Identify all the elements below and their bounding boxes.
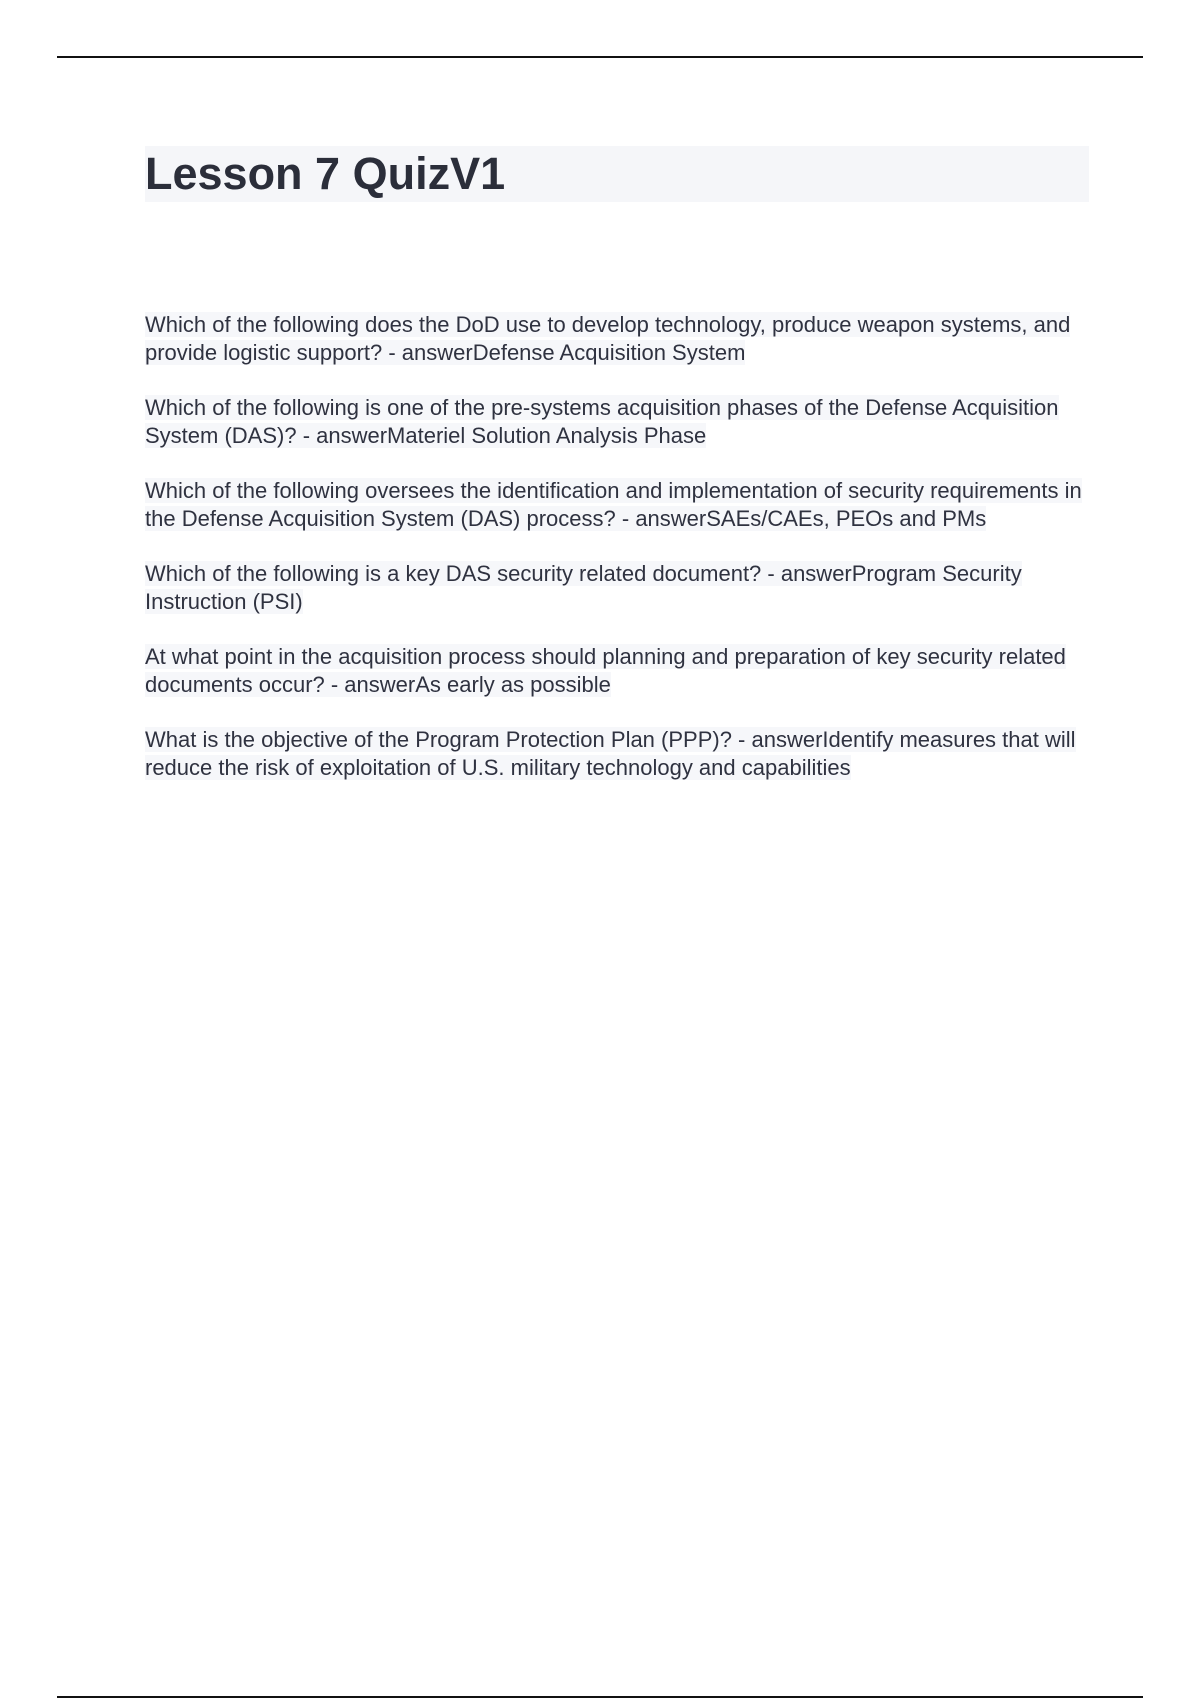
list-item	[145, 394, 1090, 450]
list-item	[145, 477, 1090, 533]
list-item	[145, 560, 1090, 616]
question-answer-text: Which of the following is a key DAS security related document? - answerProgram Security Instruction (PSI)	[145, 561, 1022, 614]
question-answer-text: Which of the following oversees the identification and implementation of security requirements in the Defense Acquisition System (DAS) process? - answerSAEs/CAEs, PEOs and PMs	[145, 478, 1082, 531]
list-item	[145, 311, 1090, 367]
list-item	[145, 643, 1090, 699]
top-rule	[57, 56, 1143, 58]
bottom-rule	[57, 1696, 1143, 1698]
page-title: Lesson 7 QuizV1	[145, 148, 506, 199]
question-answer-text: Which of the following does the DoD use to develop technology, produce weapon systems, and provide logistic support? - answerDefense Acquisition System	[145, 312, 1071, 365]
question-answer-text: Which of the following is one of the pre-systems acquisition phases of the Defense Acquisition System (DAS)? - answerMateriel Solution Analysis Phase	[145, 395, 1059, 448]
question-answer-text: At what point in the acquisition process should planning and preparation of key security related documents occur? - answerAs early as possible	[145, 644, 1066, 697]
question-answer-text: What is the objective of the Program Protection Plan (PPP)? - answerIdentify measures that will reduce the risk of exploitation of U.S. military technology and capabilities	[145, 727, 1076, 780]
question-list	[145, 311, 1090, 809]
list-item	[145, 726, 1090, 782]
